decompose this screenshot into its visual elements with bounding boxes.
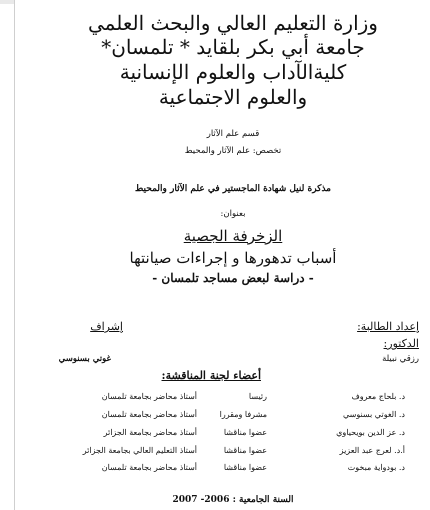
member-position: أستاذ محاضر بجامعة تلمسان (101, 392, 197, 401)
supervision-label: إشراف (90, 320, 123, 333)
member-role: عضوا مناقشا (223, 446, 267, 455)
committee-heading: أعضاء لجنة المناقشة: (161, 369, 261, 382)
member-name: أ.د. لعرج عبد العزيز (339, 446, 405, 455)
member-role: عضوا مناقشا (223, 428, 267, 437)
academic-year: السنة الجامعية : 2006- 2007 (172, 495, 294, 505)
member-position: أستاذ التعليم العالي بجامعة الجزائر (82, 446, 197, 455)
committee-row (45, 463, 417, 477)
university-line: جامعة أبي بكر بلقايد * تلمسان* (101, 35, 365, 59)
member-position: أستاذ محاضر بجامعة تلمسان (101, 410, 197, 419)
member-role: رئيسا (248, 392, 267, 401)
specialty: تخصص: علم الآثار والمحيط (184, 146, 282, 156)
faculty-line-continued: والعلوم الاجتماعية (158, 85, 308, 109)
faculty-line: كلية‌الآداب والعلوم الإنسانية (119, 60, 347, 84)
committee-row (45, 428, 417, 442)
document-page[interactable] (14, 0, 430, 510)
doctor-label: الدكتور: (383, 337, 419, 350)
committee-row (45, 410, 417, 424)
member-role: عضوا مناقشا (223, 463, 267, 472)
committee-row (45, 392, 417, 406)
member-position: أستاذ محاضر بجامعة تلمسان (101, 463, 197, 472)
member-name: د. بودواية مبخوت (347, 463, 405, 472)
committee-row (45, 446, 417, 460)
thesis-title-sub: أسباب تدهورها و إجراءات صيانتها (129, 249, 337, 267)
member-position: أستاذ محاضر بجامعة الجزائر (103, 428, 197, 437)
member-name: د. الغوتي بسنوسي (342, 410, 405, 419)
member-name: د. عز الدين بويحياوي (336, 428, 405, 437)
prepared-by-label: إعداد الطالبة: (357, 320, 419, 333)
thesis-by-title: بعنوان: (220, 209, 246, 219)
supervisor-name: غوتي بسنوسي (58, 354, 111, 364)
student-name: رزقي نبيلة (382, 354, 419, 364)
thesis-title-study: - دراسة لبعض مساجد تلمسان - (152, 271, 314, 285)
member-role: مشرفا ومقررا (219, 410, 267, 419)
thesis-title-main: الزخرفة الجصية (183, 227, 283, 245)
ministry-line: وزارة التعليم العالي والبحث العلمي (88, 11, 378, 35)
department-name: قسم علم الآثار (206, 129, 260, 139)
thesis-purpose: مذكرة لنيل شهادة الماجستير في علم الآثار والمحيط (135, 184, 331, 194)
member-name: د. بلحاج معروف (351, 392, 405, 401)
